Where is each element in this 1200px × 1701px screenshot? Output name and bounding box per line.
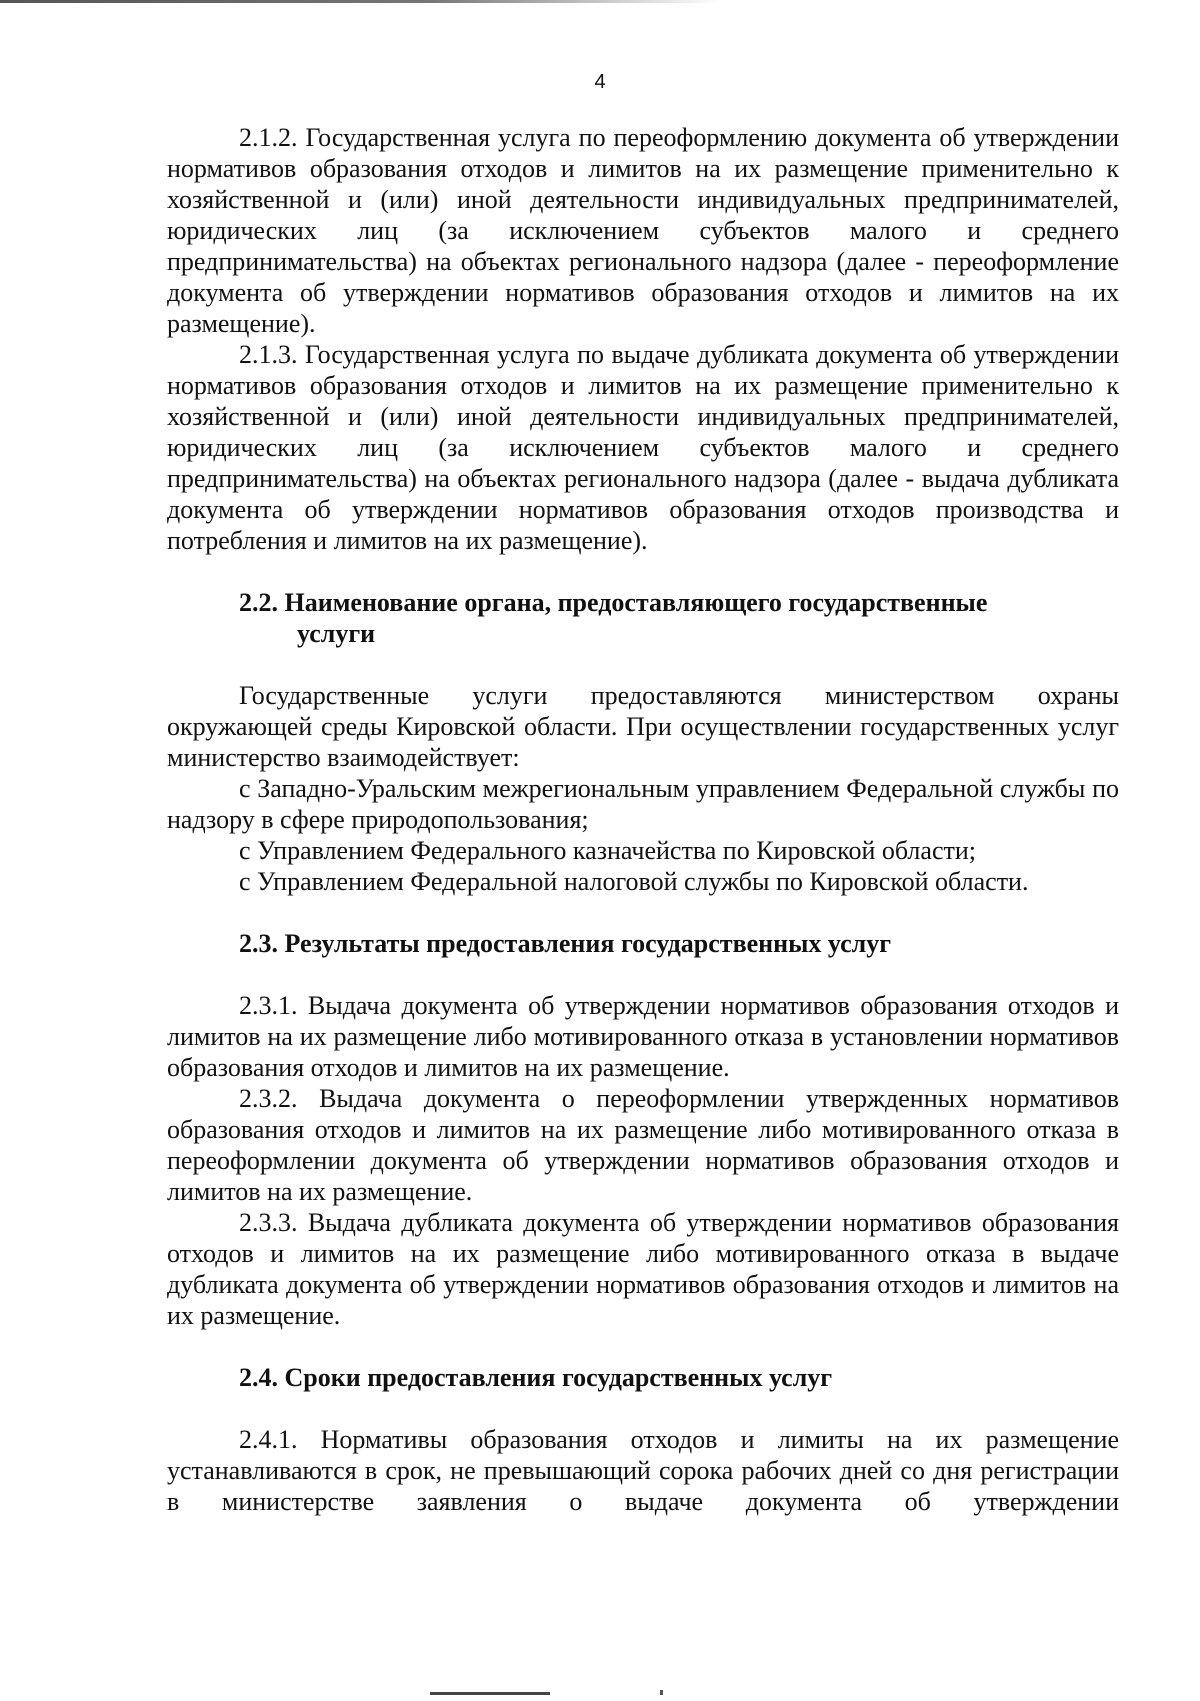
scan-artifact-top [0, 0, 720, 3]
section-heading-2-3: 2.3. Результаты предоставления государственных услуг [239, 929, 892, 958]
paragraph-2-1-2: 2.1.2. Государственная услуга по переоформлению документа об утверждении нормативов образования отходов и лимитов на их размещение применительно к хозяйственной и (или) иной деятельности индивидуальных предпринимателей, юридических лиц (за исключением субъектов малого и среднего предпринимательства) на объектах регионального надзора (далее - переоформление документа об утверждении нормативов образования отходов и лимитов на их размещение). [167, 123, 1119, 338]
section-heading-2-4: 2.4. Сроки предоставления государственных услуг [239, 1363, 833, 1392]
section-heading-2-2-line1: 2.2. Наименование органа, предоставляющего государственные [239, 588, 988, 617]
scan-artifact-bottom [430, 1692, 550, 1695]
section-heading-2-2-line2: услуги [297, 619, 376, 648]
document-body [167, 122, 1119, 1517]
section-heading-2-2 [167, 587, 1119, 649]
paragraph-2-3-3: 2.3.3. Выдача дубликата документа об утверждении нормативов образования отходов и лимитов на их размещение либо мотивированного отказа в выдаче дубликата документа об утверждении нормативов образования отходов и лимитов на их размещение. [167, 1208, 1119, 1330]
paragraph-2-2-intro: Государственные услуги предоставляются министерством охраны окружающей среды Кировской области. При осуществлении государственных услуг министерство взаимодействует: [167, 681, 1119, 772]
paragraph-2-2-item-1: с Западно-Уральским межрегиональным управлением Федеральной службы по надзору в сфере природопользования; [167, 774, 1119, 834]
paragraph-2-3-1: 2.3.1. Выдача документа об утверждении нормативов образования отходов и лимитов на их размещение либо мотивированного отказа в установлении нормативов образования отходов и лимитов на их размещение. [167, 991, 1119, 1082]
paragraph-2-2-item-2: с Управлением Федерального казначейства по Кировской области; [239, 836, 976, 865]
paragraph-2-1-3: 2.1.3. Государственная услуга по выдаче дубликата документа об утверждении нормативов образования отходов и лимитов на их размещение применительно к хозяйственной и (или) иной деятельности индивидуальных предпринимателей, юридических лиц (за исключением субъектов малого и среднего предпринимательства) на объектах регионального надзора (далее - выдача дубликата документа об утверждении нормативов образования отходов производства и потребления и лимитов на их размещение). [167, 340, 1119, 555]
paragraph-2-2-item-3: с Управлением Федеральной налоговой службы по Кировской области. [239, 867, 1029, 896]
page-number: 4 [594, 71, 606, 93]
paragraph-2-4-1: 2.4.1. Нормативы образования отходов и лимиты на их размещение устанавливаются в срок, не превышающий сорока рабочих дней со дня регистрации в министерстве заявления о выдаче документа об утверждении [167, 1425, 1119, 1516]
paragraph-2-3-2: 2.3.2. Выдача документа о переоформлении утвержденных нормативов образования отходов и лимитов на их размещение либо мотивированного отказа в переоформлении документа об утверждении нормативов образования отходов и лимитов на их размещение. [167, 1084, 1119, 1206]
scan-artifact-dot [660, 1690, 663, 1695]
